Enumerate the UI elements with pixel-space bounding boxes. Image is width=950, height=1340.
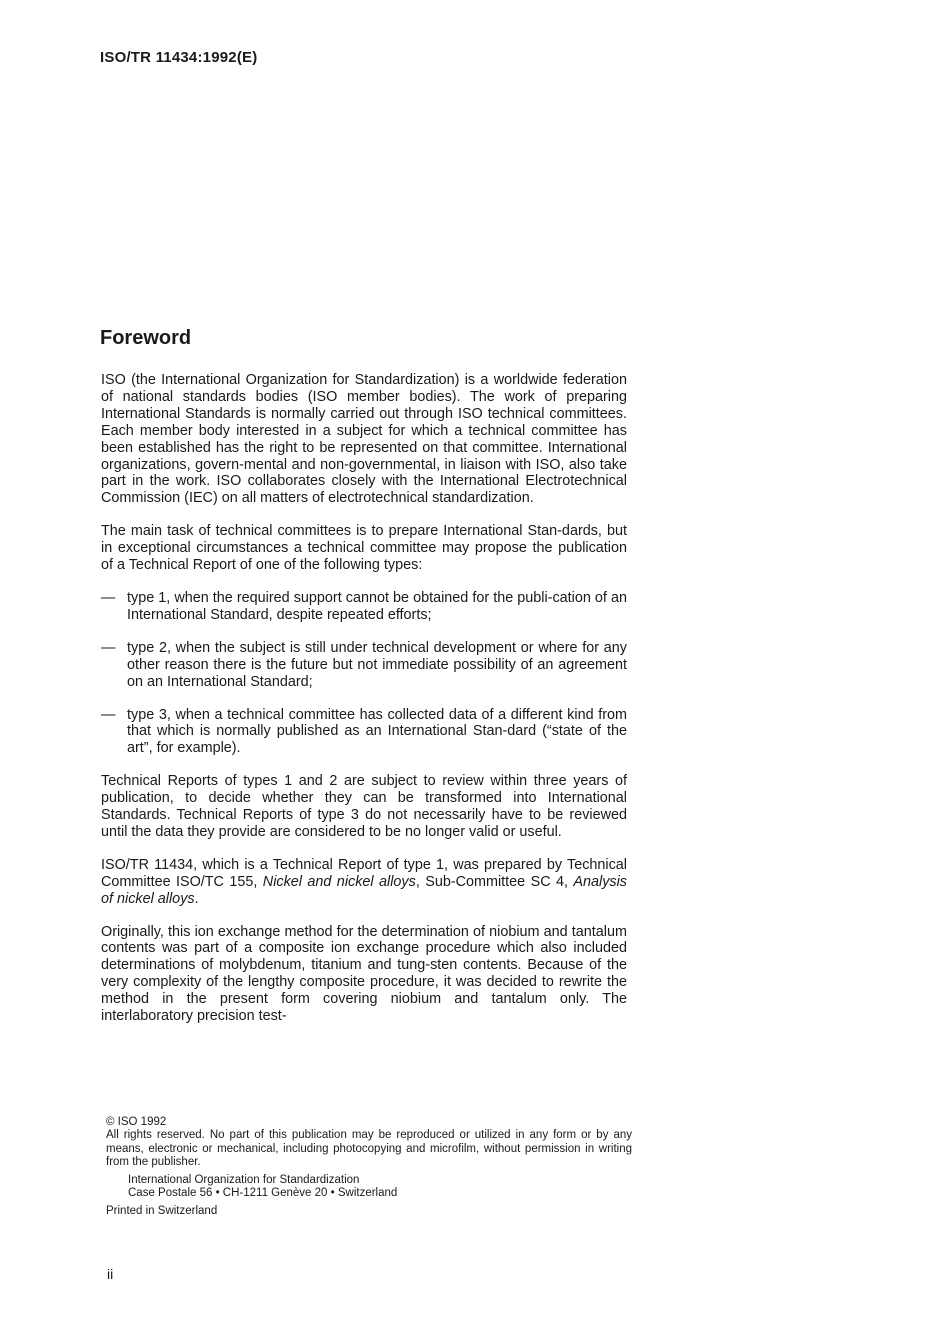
list-item-text: type 1, when the required support cannot be obtained for the publi-cation of an International Standard, despite repeated efforts; (127, 589, 627, 623)
foreword-body (101, 372, 627, 1041)
subcommittee-title: Analysis of nickel alloys (101, 873, 628, 907)
copyright-notice (106, 1116, 632, 1219)
dash-marker: — (101, 639, 116, 656)
preparation-text-start: ISO/TR 11434, which is a Technical Report of type 1, was prepared by Technical Committee ISO/TC 155, (101, 856, 627, 890)
paragraph-review: Technical Reports of types 1 and 2 are subject to review within three years of publication, to decide whether they can be transformed into International Standards. Technical Reports of type 3 do not necessarily have to be reviewed until the data they provide are considered to be no longer valid or useful. (101, 773, 627, 840)
list-item (101, 640, 627, 691)
list-item-text: type 2, when the subject is still under technical development or where for any other reason there is the future but not immediate possibility of an agreement on an International Standard; (127, 639, 627, 690)
list-item (101, 707, 627, 758)
printed-in: Printed in Switzerland (106, 1205, 218, 1218)
organization-address: Case Postale 56 • CH-1211 Genève 20 • Switzerland (128, 1187, 398, 1200)
preparation-text-end: . (194, 890, 199, 907)
section-heading: Foreword (100, 327, 192, 349)
list-item-text: type 3, when a technical committee has collected data of a different kind from that which is normally published as an International Stan-dard (“state of the art”, for example). (127, 706, 627, 757)
dash-marker: — (101, 589, 116, 606)
paragraph-iso-description: ISO (the International Organization for Standardization) is a worldwide federation of national standards bodies (ISO member bodies). The work of preparing International Standards is normally carried out through ISO technical committees. Each member body interested in a subject for which a technical committee has been established has the right to be represented on that committee. International organizations, govern-mental and non-governmental, in liaison with ISO, also take part in the work. ISO collaborates closely with the International Electrotechnical Commission (IEC) on all matters of electrotechnical standardization. (101, 372, 627, 507)
paragraph-preparation (101, 857, 627, 908)
copyright-line: © ISO 1992 (106, 1116, 167, 1128)
list-item (101, 590, 627, 624)
paragraph-origin: Originally, this ion exchange method for the determination of niobium and tantalum contents was part of a composite ion exchange procedure which also included determinations of molybdenum, titanium and tung-sten contents. Because of the very complexity of the lengthy composite procedure, it was decided to rewrite the method in the present form covering niobium and tantalum only. The interlaboratory precision test- (101, 923, 627, 1025)
publisher-address (128, 1174, 632, 1201)
page-number: ii (107, 1266, 114, 1282)
committee-title: Nickel and nickel alloys (262, 873, 416, 890)
rights-statement: All rights reserved. No part of this publication may be reproduced or utilized in any form or by any means, electronic or mechanical, including photocopying and microfilm, without permission in writing from the publisher. (106, 1129, 632, 1169)
dash-marker: — (101, 706, 116, 723)
document-identifier: ISO/TR 11434:1992(E) (100, 49, 258, 66)
organization-name: International Organization for Standardization (128, 1173, 360, 1186)
paragraph-main-task: The main task of technical committees is to prepare International Stan-dards, but in exceptional circumstances a technical committee may propose the publication of a Technical Report of one of the following types: (101, 523, 627, 574)
report-types-list (101, 590, 627, 757)
preparation-text-mid: , Sub-Committee SC 4, (415, 873, 574, 890)
